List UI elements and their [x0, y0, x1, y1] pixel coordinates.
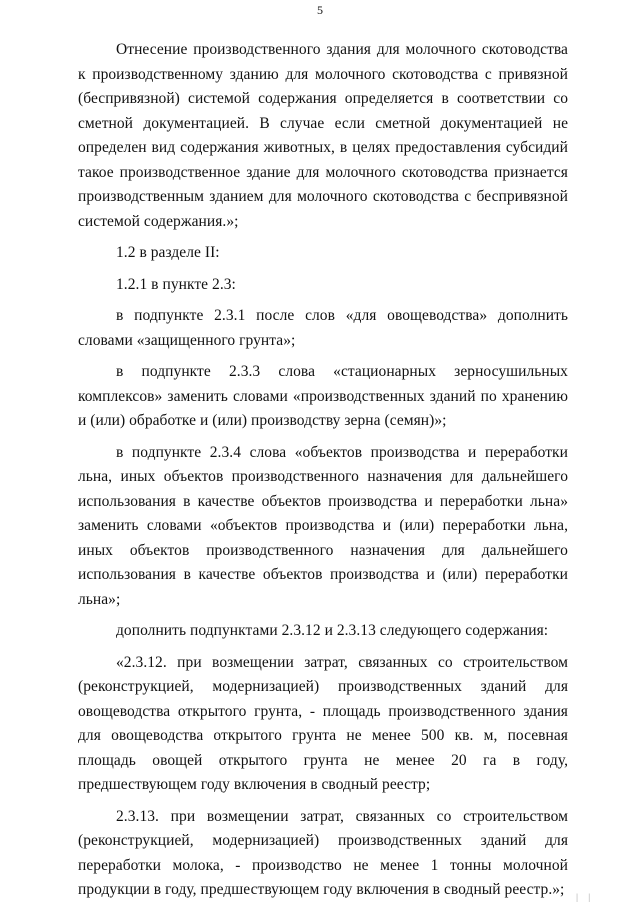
paragraph-8: «2.3.12. при возмещении затрат, связанных со строительством (реконструкцией, модернизацией) производственных зданий для овощеводства открытого грунта, - площадь производственного здания для овощеводства открытого грунта не менее 500 кв. м, посевная площадь овощей открытого грунта не менее 20 га в году, предшествующем году включения в сводный реестр;: [78, 653, 568, 793]
paragraph-6: в подпункте 2.3.4 слова «объектов производства и переработки льна, иных объектов производственного назначения для дальнейшего использования в качестве объектов производства и переработки льна» заменить словами «объектов производства и (или) переработки льна, иных объектов производственного назначения для дальнейшего использования в качестве объектов производства и (или) переработки льна»;: [78, 443, 568, 608]
paragraph-1: Отнесение производственного здания для молочного скотоводства к производственному зданию для молочного скотоводства с привязной (беспривязной) системой содержания определяется в соответствии со сметной документацией. В случае если сметной документацией не определен вид содержания животных, в целях предоставления субсидий такое производственное здание для молочного скотоводства признается производственным зданием для молочного скотоводства с беспривязной системой содержания.»;: [78, 41, 568, 230]
body-text: [78, 38, 568, 910]
paragraph-9: 2.3.13. при возмещении затрат, связанных со строительством (реконструкцией, модернизацией) производственных зданий для переработки молока, - производство не менее 1 тонны молочной продукции в году, предшествующем году включения в сводный реестр.»;: [78, 807, 568, 898]
paragraph-5: в подпункте 2.3.3 слова «стационарных зерносушильных комплексов» заменить словами «производственных зданий по хранению и (или) обработке и (или) производству зерна (семян)»;: [78, 363, 568, 429]
paragraph-3: 1.2.1 в пункте 2.3:: [116, 275, 236, 293]
page-number: 5: [317, 3, 323, 17]
paragraph-2: 1.2 в разделе II:: [116, 244, 220, 261]
paragraph-4: в подпункте 2.3.1 после слов «для овощеводства» дополнить словами «защищенного грунта»;: [78, 307, 568, 349]
scan-corner-mark: | |: [576, 892, 594, 902]
paragraph-7: дополнить подпунктами 2.3.12 и 2.3.13 следующего содержания:: [116, 622, 549, 639]
